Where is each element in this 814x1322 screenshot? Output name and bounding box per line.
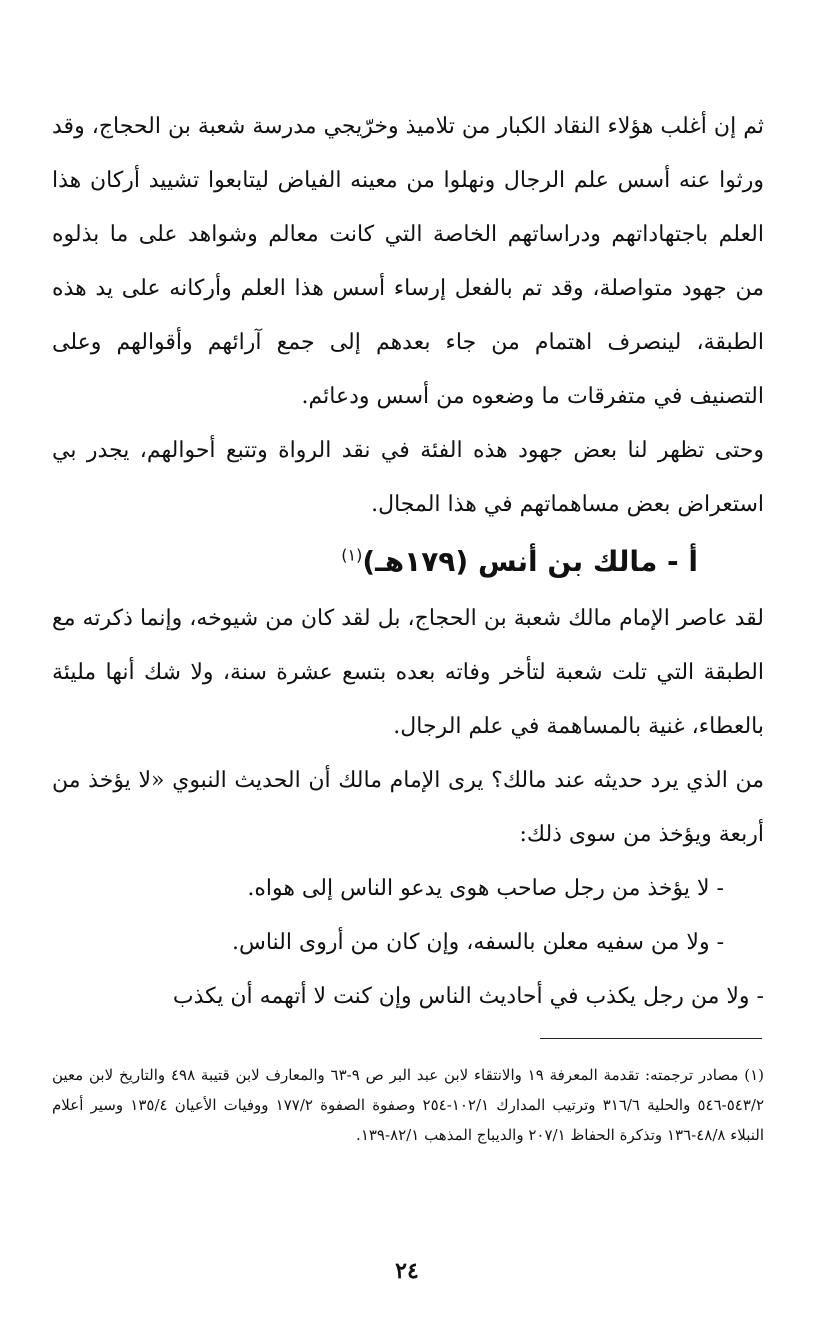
main-paragraph-1: لقد عاصر الإمام مالك شعبة بن الحجاج، بل لقد كان من شيوخه، وإنما ذكرته مع الطبقة التي تلت شعبة لتأخر وفاته بعده بتسع عشرة سنة، ولا شك أنها مليئة بالعطاء، غنية بالمساهمة في علم الرجال. (52, 606, 764, 739)
section-heading (52, 532, 764, 592)
list-item: - ولا من رجل يكذب في أحاديث الناس وإن كنت لا أتهمه أن يكذب (172, 984, 764, 1009)
footnotes-block (52, 1060, 764, 1150)
list-item: - لا يؤخذ من رجل صاحب هوى يدعو الناس إلى هواه. (247, 876, 724, 901)
section-heading-text: أ - مالك بن أنس (١٧٩هـ) (362, 545, 698, 578)
intro-paragraph-2: وحتى تظهر لنا بعض جهود هذه الفئة في نقد الرواة وتتبع أحوالهم، يجدر بي استعراض بعض مساهماتهم في هذا المجال. (52, 438, 764, 517)
list-item: - ولا من سفيه معلن بالسفه، وإن كان من أروى الناس. (231, 930, 724, 955)
footnote-1: (١) مصادر ترجمته: تقدمة المعرفة ١٩ والانتقاء لابن عبد البر ص ٩-٦٣ والمعارف لابن قتيبة ٤٩٨ والتاريخ لابن معين ٥٤٣/٢-٥٤٦ والحلية ٣١٦/٦ وترتيب المدارك ١٠٢/١-٢٥٤ وصفوة الصفوة ١٧٧/٢ ووفيات الأعيان ١٣٥/٤ وسير أعلام النبلاء ٤٨/٨-١٣٦ وتذكرة الحفاظ ٢٠٧/١ والديباج المذهب ٨٢/١-١٣٩. (52, 1066, 765, 1144)
footnote-reference: (١) (341, 545, 363, 565)
main-text-block (52, 100, 764, 1024)
footnote-divider (540, 1038, 762, 1039)
page-number: ٢٤ (395, 1258, 419, 1284)
main-paragraph-2: من الذي يرد حديثه عند مالك؟ يرى الإمام مالك أن الحديث النبوي «لا يؤخذ من أربعة ويؤخذ من سوى ذلك: (52, 768, 764, 847)
intro-paragraph-1: ثم إن أغلب هؤلاء النقاد الكبار من تلاميذ وخرّيجي مدرسة شعبة بن الحجاج، وقد ورثوا عنه أسس علم الرجال ونهلوا من معينه الفياض ليتابعوا تشييد أركان هذا العلم باجتهاداتهم ودراساتهم الخاصة التي كانت معالم وشواهد على ما بذلوه من جهود متواصلة، وقد تم بالفعل إرساء أسس هذا العلم وأركانه على يد هذه الطبقة، لينصرف اهتمام من جاء بعدهم إلى جمع آرائهم وأقوالهم وعلى التصنيف في متفرقات ما وضعوه من أسس ودعائم. (52, 114, 764, 409)
